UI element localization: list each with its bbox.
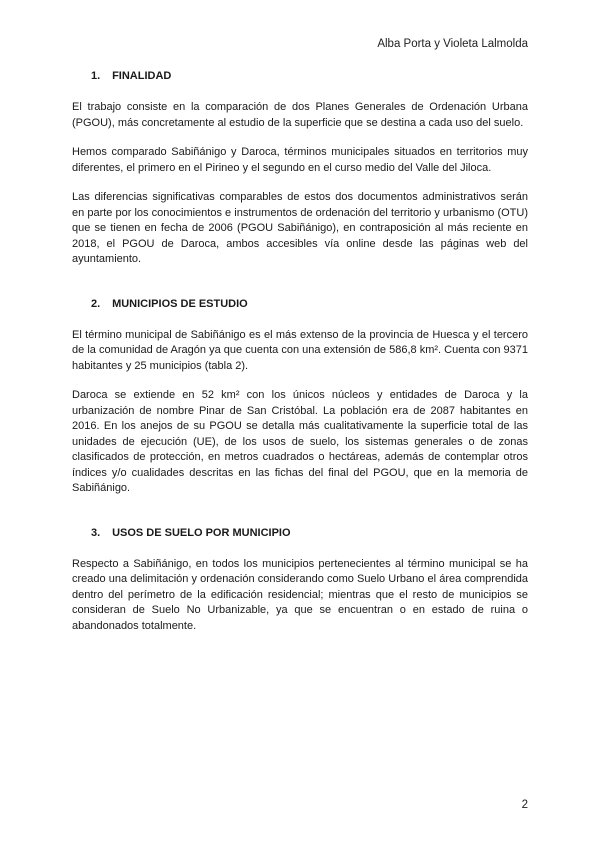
paragraph: El término municipal de Sabiñánigo es el más extenso de la provincia de Huesca y el tercero de la comunidad de Aragón ya que cuenta con una extensión de 586,8 km². Cuenta con 9371 habitantes y 25 municipios (tabla 2). (72, 328, 528, 372)
section-municipios (72, 298, 528, 497)
section-number: 1. (91, 70, 101, 82)
section-title: USOS DE SUELO POR MUNICIPIO (112, 526, 291, 539)
section-title: FINALIDAD (112, 70, 172, 82)
section-title: MUNICIPIOS DE ESTUDIO (112, 297, 248, 310)
paragraph: El trabajo consiste en la comparación de dos Planes Generales de Ordenación Urbana (PGOU), más concretamente al estudio de la superficie que se destina a cada uso del suelo. (72, 101, 528, 129)
page-header-authors: Alba Porta y Violeta Lalmolda (377, 38, 528, 50)
paragraph: Hemos comparado Sabiñánigo y Daroca, términos municipales situados en territorios muy diferentes, el primero en el Pirineo y el segundo en el curso medio del Valle del Jiloca. (72, 146, 528, 174)
page-number: 2 (521, 799, 528, 811)
section-heading (91, 527, 528, 539)
paragraph: Daroca se extiende en 52 km² con los únicos núcleos y entidades de Daroca y la urbanización de nombre Pinar de San Cristóbal. La población era de 2087 habitantes en 2016. En los anejos de su PGOU se detalla más cualitativamente la superficie total de las unidades de ejecución (UE), de los usos de suelo, los sistemas generales o de zonas clasificados de protección, en metros cuadrados o hectáreas, además de contemplar otros índices y/o cualidades descritas en las fichas del final del PGOU, que en la memoria de Sabiñánigo. (72, 389, 528, 494)
section-number: 3. (91, 526, 101, 539)
section-heading (91, 298, 528, 310)
section-number: 2. (91, 297, 101, 310)
paragraph: Las diferencias significativas comparables de estos dos documentos administrativos serán en parte por los conocimientos e instrumentos de ordenación del territorio y urbanismo (OTU) que se tienen en fecha de 2006 (PGOU Sabiñánigo), en contraposición al más reciente en 2018, el PGOU de Daroca, ambos accesibles vía online desde las páginas web del ayuntamiento. (72, 191, 528, 265)
section-finalidad (72, 70, 528, 268)
section-usos-suelo (72, 527, 528, 635)
section-heading (91, 70, 528, 82)
paragraph: Respecto a Sabiñánigo, en todos los municipios pertenecientes al término municipal se ha creado una delimitación y ordenación considerando como Suelo Urbano el área comprendida dentro del perímetro de la edificación residencial; mientras que el resto de municipios se consideran de Suelo No Urbanizable, ya que se encuentran o en estado de ruina o abandonados totalmente. (72, 557, 528, 632)
document-body (72, 70, 528, 652)
